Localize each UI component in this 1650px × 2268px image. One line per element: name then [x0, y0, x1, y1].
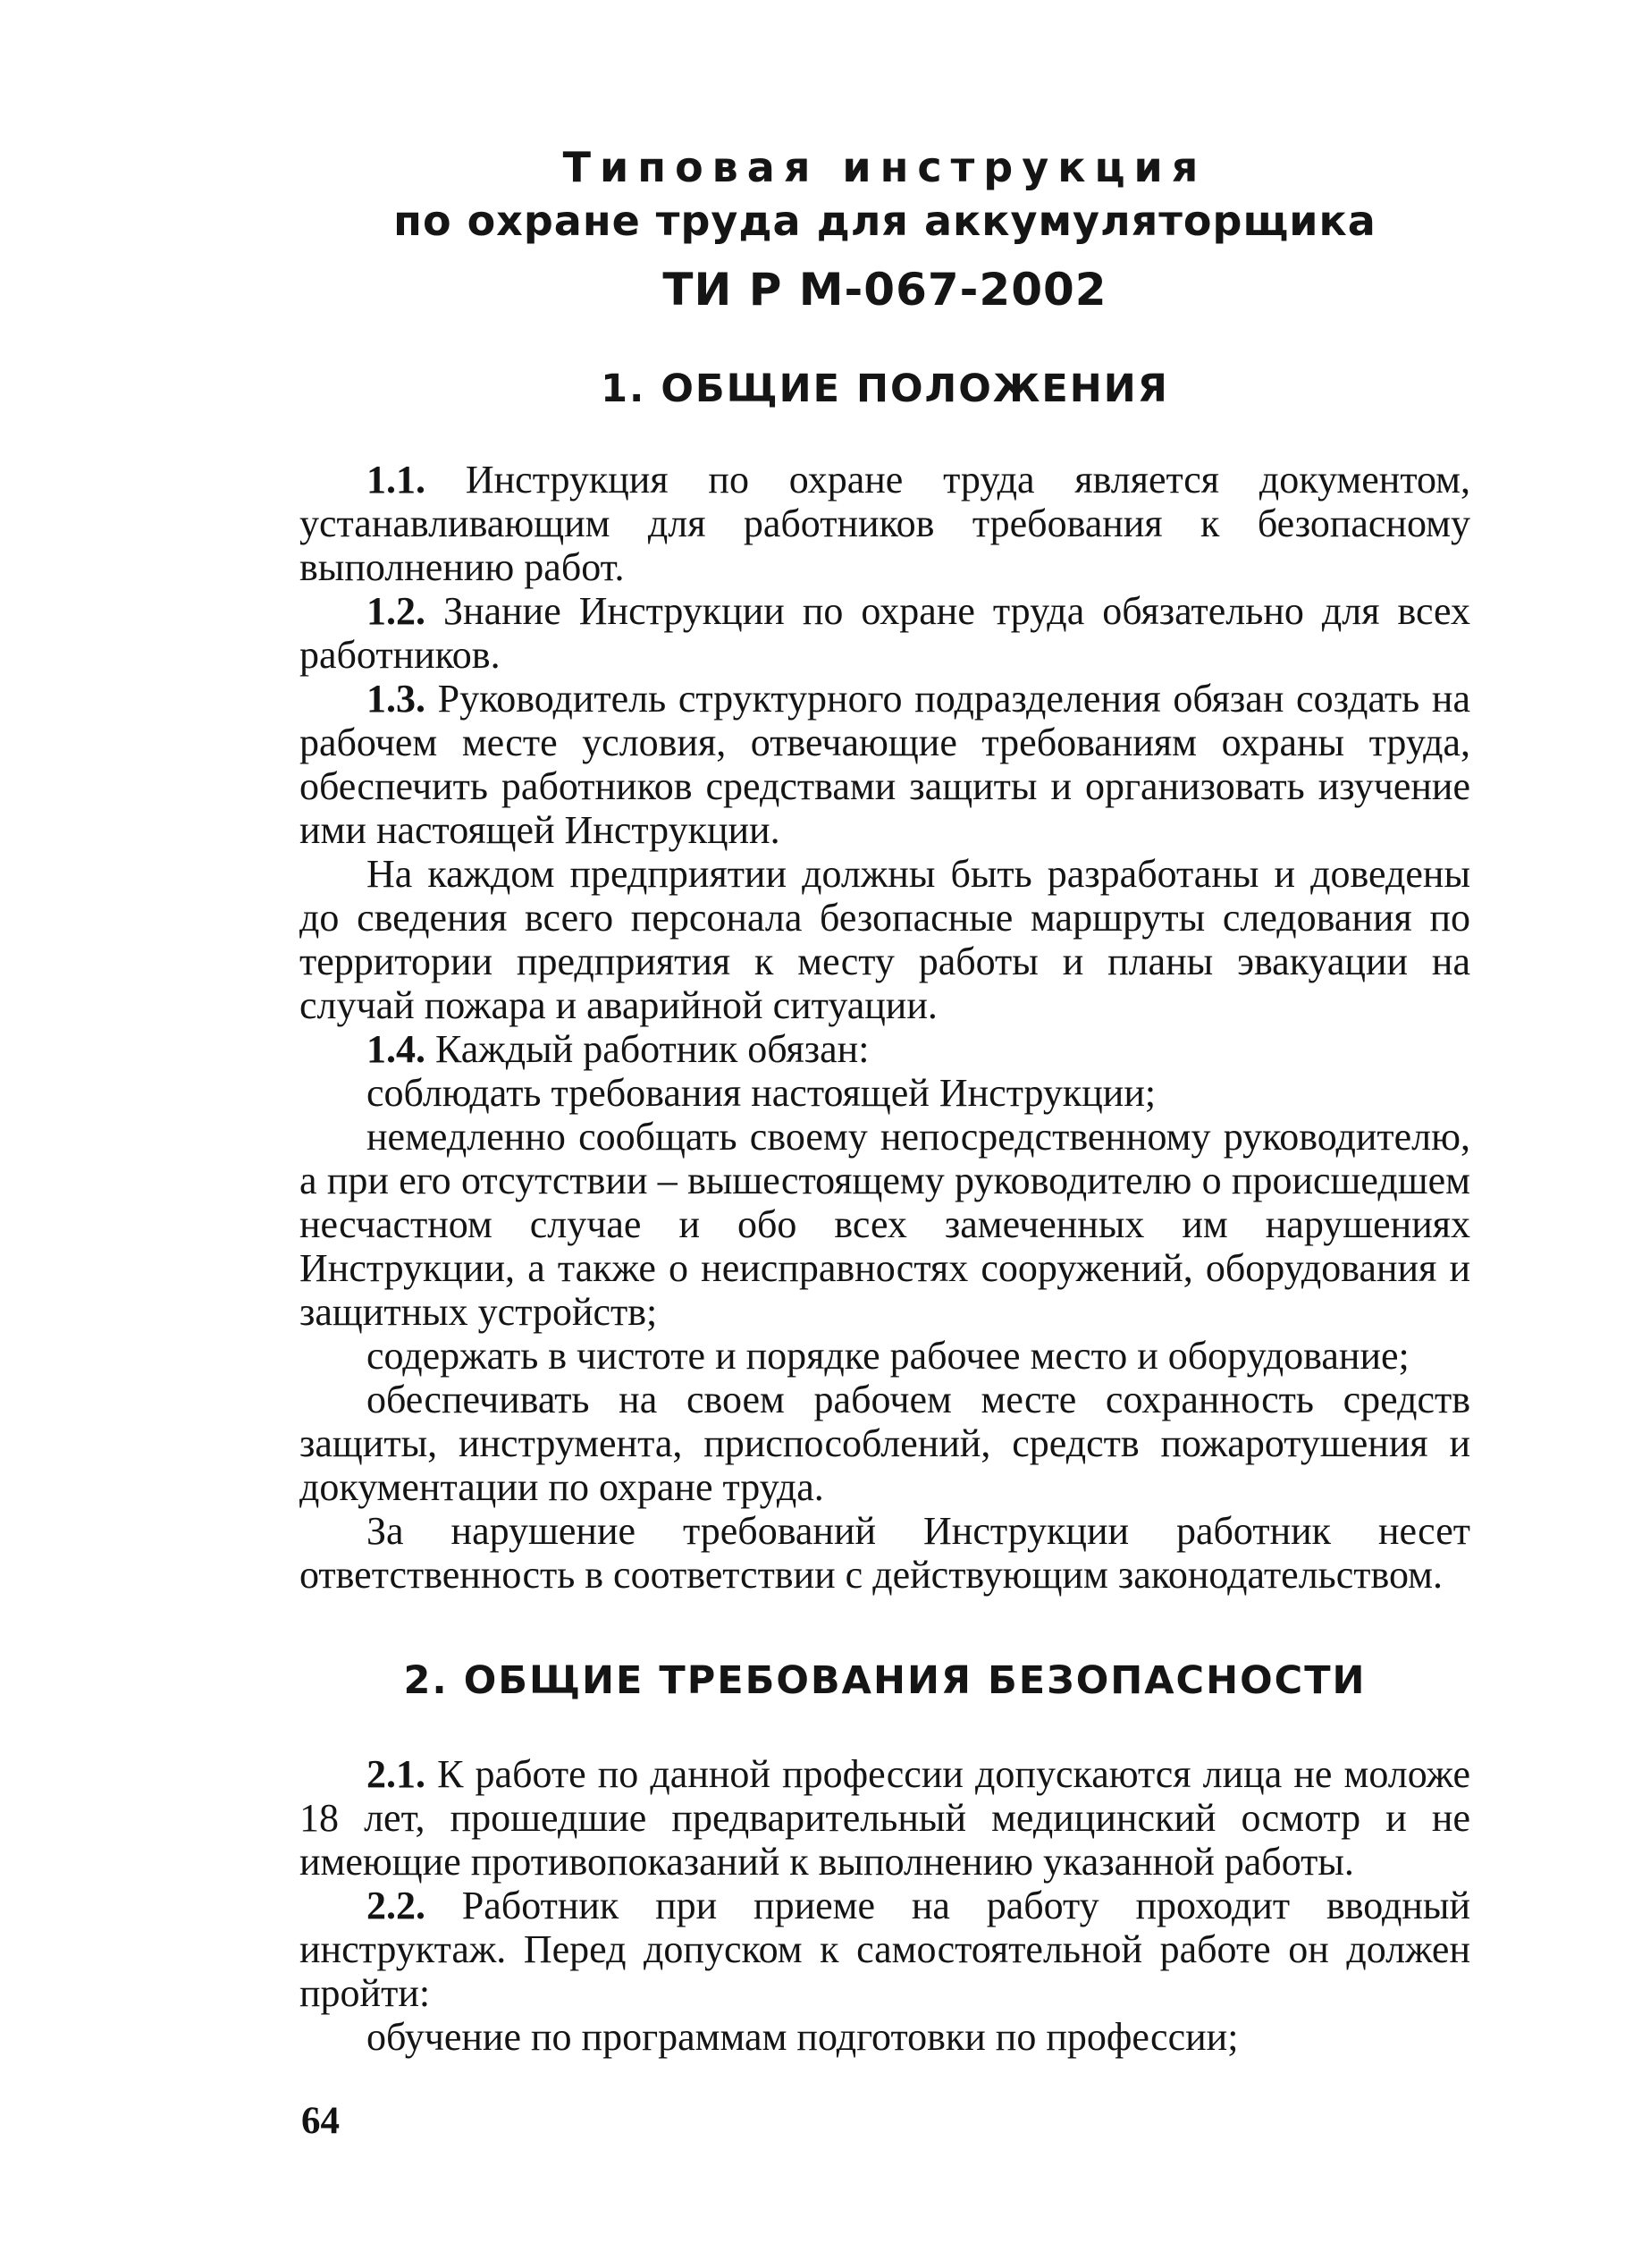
paragraph-text: К работе по данной профессии допускаются лица не моложе 18 лет, прошедшие предварительный медицинский осмотр и не имеющие противопоказаний к выполнению указанной работы. — [299, 1752, 1470, 1884]
paragraph-duty-3 — [299, 1334, 1470, 1378]
paragraph-2-1 — [299, 1752, 1470, 1884]
paragraph-1-1 — [299, 458, 1470, 589]
paragraph-number: 1.3. — [366, 677, 425, 721]
paragraph-duty-1 — [299, 1071, 1470, 1115]
document-code: ТИ Р М-067-2002 — [662, 264, 1107, 316]
paragraph-text: Знание Инструкции по охране труда обязательно для всех работников. — [299, 589, 1470, 677]
paragraph-text: обеспечивать на своем рабочем месте сохранность средств защиты, инструмента, приспособлений, средств пожаротушения и документации по охране труда. — [299, 1378, 1470, 1509]
section-2-heading: 2. ОБЩИЕ ТРЕБОВАНИЯ БЕЗОПАСНОСТИ — [403, 1658, 1367, 1703]
paragraph-text: Инструкция по охране труда является документом, устанавливающим для работников требования к безопасному выполнению работ. — [299, 458, 1470, 589]
paragraph-liability — [299, 1509, 1470, 1597]
paragraph-text: соблюдать требования настоящей Инструкции; — [366, 1071, 1157, 1115]
paragraph-1-2 — [299, 589, 1470, 677]
document-title: Типовая инструкция — [562, 143, 1208, 191]
paragraph-number: 2.2. — [366, 1884, 425, 1927]
page-number: 64 — [301, 2100, 340, 2142]
section-1-body — [299, 458, 1470, 1597]
paragraph-number: 2.1. — [366, 1752, 425, 1796]
paragraph-text: обучение по программам подготовки по профессии; — [366, 2015, 1239, 2059]
paragraph-text: За нарушение требований Инструкции работник несет ответственность в соответствии с действующим законодательством. — [299, 1509, 1470, 1597]
paragraph-evacuation — [299, 852, 1470, 1027]
paragraph-text: Каждый работник обязан: — [425, 1027, 870, 1071]
paragraph-number: 1.1. — [366, 458, 425, 502]
paragraph-training — [299, 2015, 1470, 2059]
paragraph-text: Руководитель структурного подразделения обязан создать на рабочем месте условия, отвечающие требованиям охраны труда, обеспечить работников средствами защиты и организовать изучение ими настоящей Инструкции. — [299, 677, 1470, 852]
paragraph-2-2 — [299, 1884, 1470, 2015]
section-2-body — [299, 1752, 1470, 2059]
section-1-heading: 1. ОБЩИЕ ПОЛОЖЕНИЯ — [601, 367, 1169, 411]
paragraph-1-3 — [299, 677, 1470, 852]
document-subtitle: по охране труда для аккумуляторщика — [393, 197, 1376, 245]
paragraph-text: содержать в чистоте и порядке рабочее место и оборудование; — [366, 1334, 1410, 1378]
paragraph-text: На каждом предприятии должны быть разработаны и доведены до сведения всего персонала безопасные маршруты следования по территории предприятия к месту работы и планы эвакуации на случай пожара и аварийной ситуации. — [299, 852, 1470, 1027]
paragraph-1-4 — [299, 1027, 1470, 1071]
paragraph-duty-4 — [299, 1378, 1470, 1509]
paragraph-duty-2 — [299, 1115, 1470, 1334]
paragraph-number: 1.4. — [366, 1027, 425, 1071]
paragraph-text: Работник при приеме на работу проходит вводный инструктаж. Перед допуском к самостоятельной работе он должен пройти: — [299, 1884, 1470, 2015]
paragraph-number: 1.2. — [366, 589, 425, 633]
paragraph-text: немедленно сообщать своему непосредственному руководителю, а при его отсутствии – вышестоящему руководителю о происшедшем несчастном случае и обо всех замеченных им нарушениях Инструкции, а также о неисправностях сооружений, оборудования и защитных устройств; — [299, 1115, 1470, 1334]
